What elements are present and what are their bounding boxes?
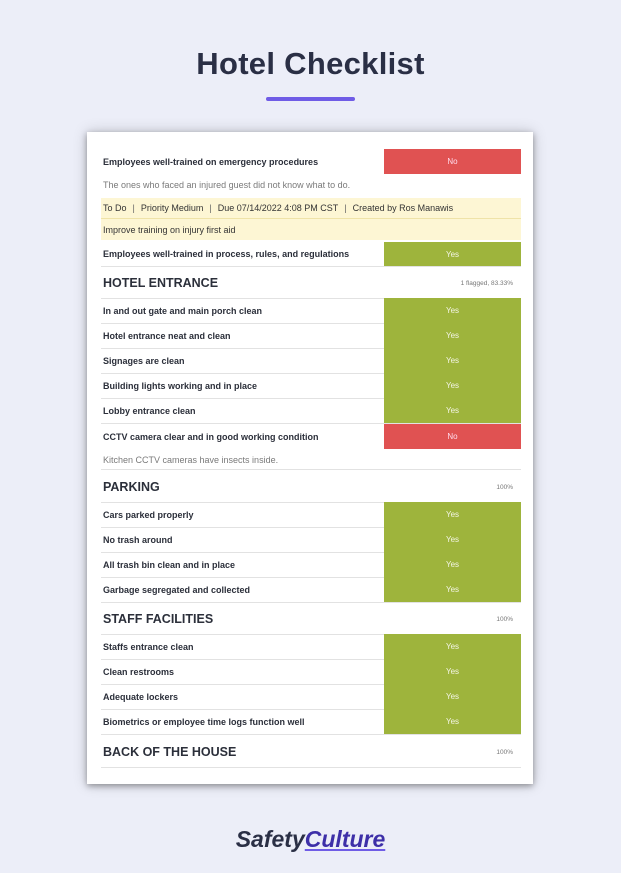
- divider: [101, 469, 521, 470]
- checklist-report: [87, 132, 533, 784]
- response-badge[interactable]: Yes: [384, 634, 521, 659]
- action-status: To Do: [103, 203, 127, 213]
- checklist-item: [101, 373, 521, 399]
- item-question: Building lights working and in place: [103, 380, 258, 391]
- item-question: No trash around: [103, 534, 173, 545]
- item-question: Biometrics or employee time logs function well: [103, 716, 305, 727]
- response-badge[interactable]: Yes: [384, 373, 521, 398]
- checklist-item-process: [101, 242, 521, 267]
- section-title: BACK OF THE HOUSE: [103, 745, 237, 759]
- response-badge[interactable]: Yes: [384, 709, 521, 734]
- item-question: Adequate lockers: [103, 691, 179, 702]
- item-question: Clean restrooms: [103, 666, 175, 677]
- section-score: 100%: [496, 615, 513, 623]
- item-question: Hotel entrance neat and clean: [103, 330, 231, 341]
- checklist-item: [101, 348, 521, 374]
- section-header-back-of-house: [101, 737, 521, 768]
- item-question: Lobby entrance clean: [103, 405, 196, 416]
- checklist-item-emergency: [101, 149, 521, 174]
- checklist-item: [101, 577, 521, 603]
- response-badge[interactable]: No: [384, 149, 521, 174]
- separator: |: [344, 203, 347, 213]
- item-question: Employees well-trained on emergency procedures: [103, 156, 319, 167]
- item-question: In and out gate and main porch clean: [103, 305, 263, 316]
- checklist-item: [101, 709, 521, 735]
- section-title: HOTEL ENTRANCE: [103, 276, 219, 290]
- checklist-item: [101, 634, 521, 660]
- item-question: Employees well-trained in process, rules, and regulations: [103, 249, 350, 259]
- checklist-item: [101, 659, 521, 685]
- action-created: Created by Ros Manawis: [352, 203, 454, 213]
- checklist-item: [101, 552, 521, 578]
- item-question: Garbage segregated and collected: [103, 584, 251, 595]
- section-score: 100%: [496, 748, 513, 756]
- response-badge[interactable]: Yes: [384, 527, 521, 552]
- response-badge[interactable]: Yes: [384, 348, 521, 373]
- response-badge[interactable]: Yes: [384, 552, 521, 577]
- checklist-item: [101, 502, 521, 528]
- logo-part-safety: Safety: [235, 826, 305, 852]
- checklist-item: [101, 398, 521, 424]
- item-note: The ones who faced an injured guest did not know what to do.: [103, 180, 351, 190]
- response-badge[interactable]: Yes: [384, 577, 521, 602]
- section-header-hotel-entrance: [101, 268, 521, 299]
- response-badge[interactable]: Yes: [384, 659, 521, 684]
- section-title: STAFF FACILITIES: [103, 612, 214, 626]
- checklist-item: [101, 298, 521, 324]
- item-note: Kitchen CCTV cameras have insects inside.: [103, 455, 279, 465]
- response-badge[interactable]: Yes: [384, 502, 521, 527]
- section-header-parking: [101, 472, 521, 503]
- response-badge[interactable]: Yes: [384, 684, 521, 709]
- response-badge[interactable]: No: [384, 424, 521, 449]
- response-badge[interactable]: Yes: [384, 242, 521, 266]
- section-title: PARKING: [103, 480, 160, 494]
- title-underline: [266, 97, 355, 101]
- response-badge[interactable]: Yes: [384, 323, 521, 348]
- action-due: Due 07/14/2022 4:08 PM CST: [217, 203, 339, 213]
- item-question: Cars parked properly: [103, 509, 194, 520]
- separator: |: [132, 203, 135, 213]
- item-question: Staffs entrance clean: [103, 641, 194, 652]
- response-badge[interactable]: Yes: [384, 398, 521, 423]
- logo-part-culture: Culture: [304, 826, 386, 852]
- checklist-item: [101, 323, 521, 349]
- section-score: 1 flagged, 83.33%: [460, 279, 513, 287]
- separator: |: [209, 203, 212, 213]
- item-question: All trash bin clean and in place: [103, 559, 236, 570]
- safetyculture-logo: [0, 826, 621, 853]
- action-description[interactable]: [101, 219, 521, 240]
- item-question: Signages are clean: [103, 355, 185, 366]
- section-header-staff-facilities: [101, 604, 521, 635]
- action-meta[interactable]: [101, 198, 521, 219]
- item-question: CCTV camera clear and in good working condition: [103, 431, 319, 442]
- checklist-item: [101, 424, 521, 449]
- action-description-text: Improve training on injury first aid: [103, 224, 236, 235]
- action-priority: Priority Medium: [140, 203, 204, 213]
- response-badge[interactable]: Yes: [384, 298, 521, 323]
- checklist-item: [101, 684, 521, 710]
- section-score: 100%: [496, 483, 513, 491]
- page-title: Hotel Checklist: [196, 46, 425, 81]
- checklist-item: [101, 527, 521, 553]
